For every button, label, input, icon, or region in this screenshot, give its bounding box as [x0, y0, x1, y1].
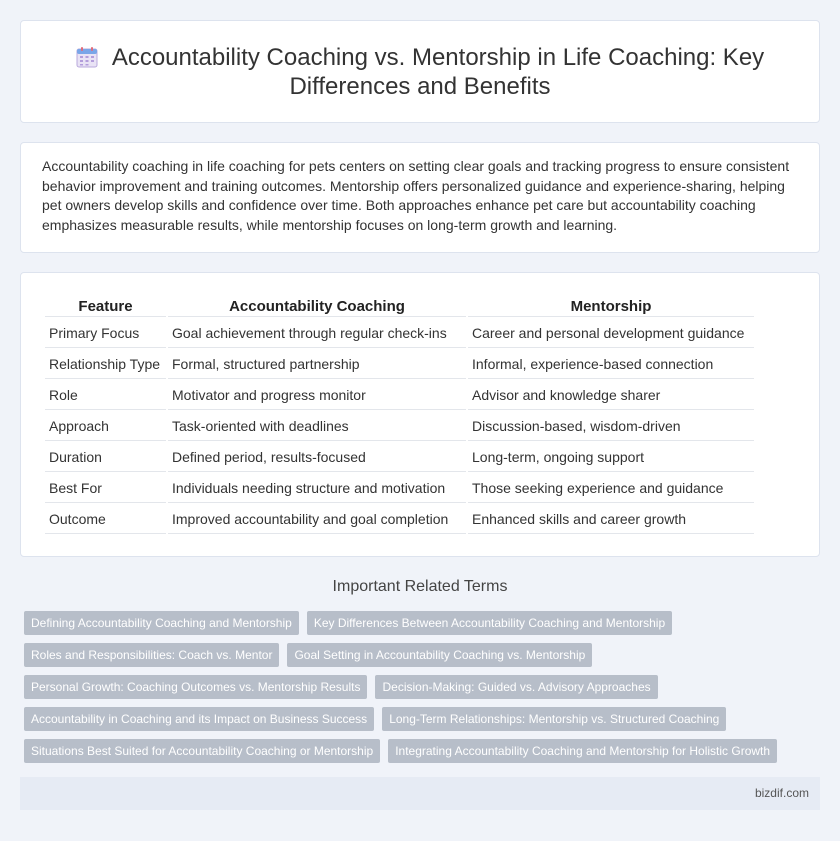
header-mentorship: Mentorship	[468, 297, 754, 317]
related-tag[interactable]: Decision-Making: Guided vs. Advisory Approaches	[375, 675, 657, 699]
related-tag[interactable]: Long-Term Relationships: Mentorship vs. Structured Coaching	[382, 707, 726, 731]
comparison-card	[20, 272, 820, 557]
footer-site[interactable]: bizdif.com	[754, 786, 809, 800]
related-tag[interactable]: Roles and Responsibilities: Coach vs. Mentor	[24, 643, 279, 667]
table-row	[45, 505, 754, 534]
page-title-text: Accountability Coaching vs. Mentorship in Life Coaching: Key Differences and Benefits	[111, 44, 765, 100]
tag-row	[24, 643, 592, 667]
cell-feature: Duration	[45, 443, 166, 472]
related-tag[interactable]: Accountability in Coaching and its Impact on Business Success	[24, 707, 374, 731]
tag-row	[24, 675, 658, 699]
related-tag[interactable]: Situations Best Suited for Accountability Coaching or Mentorship	[24, 739, 380, 763]
cell-accountability: Motivator and progress monitor	[168, 381, 466, 410]
cell-feature: Approach	[45, 412, 166, 441]
summary-card	[20, 142, 820, 253]
table-row	[45, 443, 754, 472]
header-accountability: Accountability Coaching	[168, 297, 466, 317]
calendar-icon	[76, 46, 98, 68]
table-row	[45, 319, 754, 348]
related-tag[interactable]: Integrating Accountability Coaching and Mentorship for Holistic Growth	[388, 739, 777, 763]
related-tag[interactable]: Goal Setting in Accountability Coaching vs. Mentorship	[287, 643, 592, 667]
related-tag[interactable]: Defining Accountability Coaching and Mentorship	[24, 611, 299, 635]
tag-row	[24, 707, 726, 731]
related-terms-heading: Important Related Terms	[332, 578, 508, 595]
cell-accountability: Defined period, results-focused	[168, 443, 466, 472]
related-tag[interactable]: Personal Growth: Coaching Outcomes vs. Mentorship Results	[24, 675, 367, 699]
cell-accountability: Goal achievement through regular check-ins	[168, 319, 466, 348]
table-row	[45, 412, 754, 441]
cell-mentorship: Those seeking experience and guidance	[468, 474, 754, 503]
cell-mentorship: Long-term, ongoing support	[468, 443, 754, 472]
page-title	[21, 43, 819, 101]
table-row	[45, 350, 754, 379]
cell-feature: Relationship Type	[45, 350, 166, 379]
cell-feature: Outcome	[45, 505, 166, 534]
table-header-row	[45, 297, 754, 317]
tag-row	[24, 739, 777, 763]
cell-accountability: Task-oriented with deadlines	[168, 412, 466, 441]
cell-mentorship: Enhanced skills and career growth	[468, 505, 754, 534]
header-card	[20, 20, 820, 123]
cell-feature: Primary Focus	[45, 319, 166, 348]
cell-feature: Best For	[45, 474, 166, 503]
summary-text: Accountability coaching in life coaching for pets centers on setting clear goals and tracking progress to ensure consistent behavior improvement and training outcomes. Mentorship offers personalized guidance and experience-sharing, helping pet owners develop skills and confidence over time. Both approaches enhance pet care but accountability coaching emphasizes measurable results, while mentorship focuses on long-term growth and learning.	[42, 158, 790, 233]
cell-accountability: Improved accountability and goal completion	[168, 505, 466, 534]
cell-mentorship: Informal, experience-based connection	[468, 350, 754, 379]
cell-accountability: Individuals needing structure and motivation	[168, 474, 466, 503]
cell-feature: Role	[45, 381, 166, 410]
title-wrap	[21, 43, 819, 101]
table-row	[45, 381, 754, 410]
related-tag[interactable]: Key Differences Between Accountability Coaching and Mentorship	[307, 611, 672, 635]
cell-mentorship: Advisor and knowledge sharer	[468, 381, 754, 410]
header-feature: Feature	[45, 297, 166, 317]
cell-accountability: Formal, structured partnership	[168, 350, 466, 379]
comparison-table	[43, 295, 756, 536]
table-row	[45, 474, 754, 503]
tag-row	[24, 611, 672, 635]
cell-mentorship: Discussion-based, wisdom-driven	[468, 412, 754, 441]
cell-mentorship: Career and personal development guidance	[468, 319, 754, 348]
footer-bar	[20, 777, 820, 810]
